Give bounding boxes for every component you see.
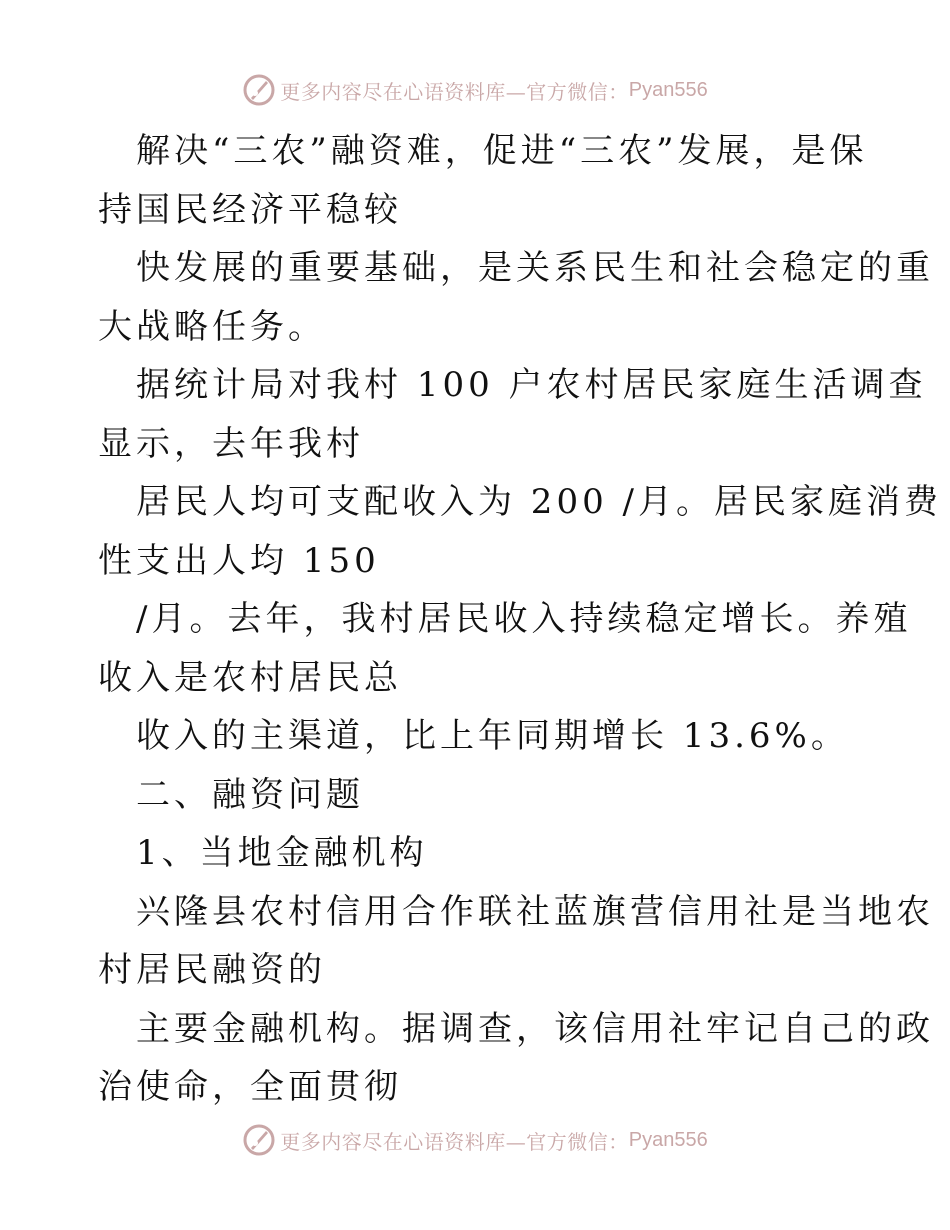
watermark-wechat-id: Pyan556 xyxy=(628,78,708,101)
text-line: 持国民经济平稳较 xyxy=(98,189,402,230)
text-line: 治使命，全面贯彻 xyxy=(98,1067,402,1107)
text-line: /月。去年，我村居民收入持续稳定增长。养殖 xyxy=(136,599,912,639)
watermark-wechat-id: Pyan556 xyxy=(628,1128,708,1151)
text-line: 兴隆县农村信用合作联社蓝旗营信用社是当地农 xyxy=(136,891,934,932)
footer-watermark xyxy=(0,1120,950,1160)
text-line: 居民人均可支配收入为 200 /月。居民家庭消费 xyxy=(136,482,942,522)
text-line: 快发展的重要基础，是关系民生和社会稳定的重 xyxy=(136,248,934,288)
text-line: 主要金融机构。据调查，该信用社牢记自己的政 xyxy=(136,1008,934,1049)
text-line: 解决“三农”融资难，促进“三农”发展，是保 xyxy=(136,131,868,171)
text-line: 1、当地金融机构 xyxy=(136,833,428,873)
text-line: 收入是农村居民总 xyxy=(98,657,402,698)
text-line: 大战略任务。 xyxy=(98,306,326,347)
watermark-text: 更多内容尽在心语资料库—官方微信： xyxy=(280,79,629,104)
quill-logo-icon xyxy=(242,1123,276,1157)
header-watermark xyxy=(0,70,950,110)
text-line: 据统计局对我村 100 户农村居民家庭生活调查 xyxy=(136,365,927,405)
document-body xyxy=(98,122,942,1117)
text-line: 二、融资问题 xyxy=(136,774,364,815)
text-line: 显示，去年我村 xyxy=(98,423,364,464)
watermark-text: 更多内容尽在心语资料库—官方微信： xyxy=(280,1129,629,1154)
quill-logo-icon xyxy=(242,73,276,107)
text-line: 村居民融资的 xyxy=(98,950,326,990)
text-line: 性支出人均 150 xyxy=(98,540,380,581)
text-line: 收入的主渠道，比上年同期增长 13.6%。 xyxy=(136,716,849,756)
